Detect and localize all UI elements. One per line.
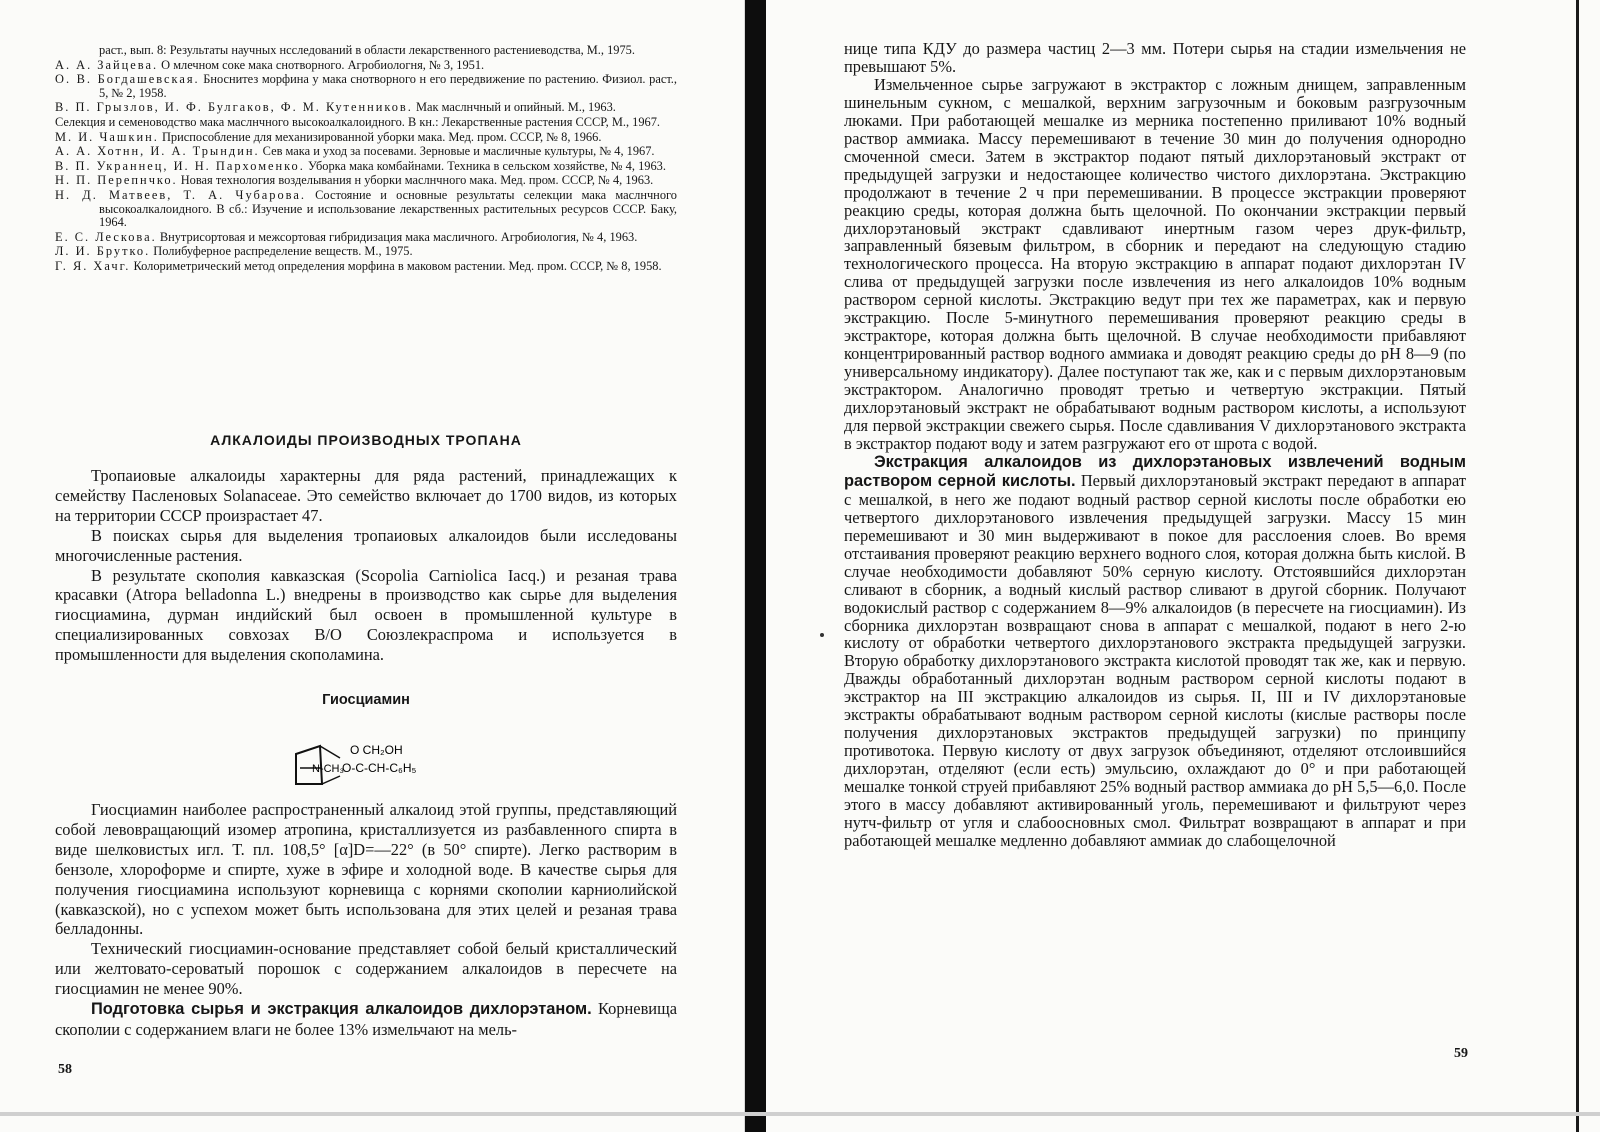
reference-item: Г. Я. Хачг. Колориметрический метод определения морфина в маковом растении. Мед. пром. СССР, № 8, 1958. [55,258,662,273]
reference-item: Н. П. Перепнчко. Новая технология возделывания н уборки маслнчного мака. Мед. пром. СССР, № 4, 1963. [55,173,654,188]
reference-item: Н. Д. Матвеев, Т. А. Чубарова. Состояние и основные результаты селекции мака маслнчного высокоалкалоидного. В сб.: Изучение и использование лекарственных растительных ресурсов СССР. Баку, 1964. [55,187,677,230]
reference-item: Селекция и семеноводство мака маслнчного высокоалкалоидного. В кн.: Лекарственные растения СССР, М., 1967. [55,114,661,129]
reference-item: раст., вып. 8: Результаты научных нсследований в области лекарственного растениеводства, М., 1975. [99,43,635,57]
subsection-title: Гиосциамин [322,692,410,708]
formula-top-label: O CH₂OH [350,743,403,757]
section-title: АЛКАЛОИДЫ ПРОИЗВОДНЫХ ТРОПАНА [210,432,522,448]
paragraph: Гиосциамин наиболее распространенный алкалоид этой группы, представляющий собой левовращающий изомер атропина, кристаллизуется из разбавленного спирта в виде шелковистых игл. Т. пл. 108,5° [α]D=—22° (в 50° спирте). Легко растворим в бензоле, хлороформе и спирте, хуже в эфире и холодной воде. В качестве сырья для получения гиосциамина используют корневища с корнями скополии карниолийской (кавказской), но с успехом может быть использована для этих целей и резаная трава белладонны. [55,800,677,939]
formula-bottom-label: O-C-CH-C₆H₅ [342,761,417,775]
scan-bottom-edge [0,1112,1600,1116]
reference-list [55,44,677,275]
paragraph: В результате скополия кавказская (Scopolia Carniolica Iacq.) и резаная трава красавки (Atropa belladonna L.) внедрены в производство как сырье для выделения гиосциамина, дурман индийский был освоен в промышленной культуре в специализированных совхозах В/О Союзлекраспрома и используется в промышленности для выделения скополамина. [55,565,677,665]
paragraph: Тропаиовые алкалоиды характерны для ряда растений, принадлежащих к семейству Пасленовых Solanaceae. Это семейство включает до 1700 видов, из которых на территории СССР произрастает 47. [55,466,677,525]
body-text [844,40,1466,850]
left-page [0,0,760,1132]
right-page [766,0,1600,1132]
page-edge [1576,0,1579,1132]
paragraph: В поисках сырья для выделения тропаиовых алкалоидов были исследованы многочисленные растения. [55,525,677,565]
book-spine [745,0,766,1132]
reference-item: А. А. Зайцева. О млечном соке мака снотворного. Агробиологня, № 3, 1951. [55,57,485,72]
run-in-heading: Экстракция алкалоидов из дихлорэтановых извлечений водным раствором серной кислоты. [844,452,1466,490]
page-number: 58 [58,1062,72,1077]
paragraph: Технический гиосциамин-основание представляет собой белый кристаллический или желтовато-сероватый порошок с содержанием алкалоидов в пересчете на гиосциамин не менее 90%. [55,939,677,999]
hyoscyamine-structure-diagram [292,736,452,792]
run-in-heading: Подготовка сырья и экстракция алкалоидов дихлорэтаном. [91,1000,592,1019]
reference-item: Е. С. Лескова. Внутрисортовая и межсортовая гибридизация мака масличного. Агробиология, № 4, 1963. [55,229,638,244]
paragraph: нице типа КДУ до размера частиц 2—3 мм. Потери сырья на стадии измельчения не превышают 5%. [844,39,1466,76]
reference-item: О. В. Богдашевская. Бноснитез морфина у мака снотворного н его передвижение по растению. Физиол. раст., 5, № 2, 1958. [55,72,678,100]
paragraph: Измельченное сырье загружают в экстрактор с ложным днищем, заправленным шинельным сукном, с мешалкой, верхним загрузочным и боковым разгрузочным люками. При работающей мешалке из мерника постепенно приливают 10% водный раствор аммиака. Массу перемешивают в течение 30 мин до получения однородно смоченной смеси. Затем в экстрактор подают пятый дихлорэтановый экстракт от предыдущей загрузки и недостающее количество чистого дихлорэтана. Экстракцию продолжают в течение 2 ч при перемешивании. В процессе экстракции проверяют реакцию среды, которая должна быть щелочной. По окончании экстракции первый дихлорэтановый экстракт сдавливают инертным газом через друк-фильтр, заправленный бязевым фильтром, в сборник и передают на следующую стадию технологического процесса. На вторую экстракцию в аппарат подают дихлорэтан IV слива от предыдущей загрузки после извлечения из него алкалоидов 10% водным раствором серной кислоты. Экстракцию ведут при тех же параметрах, как и первую экстракцию. После 5-минутного перемешивания проверяют реакцию среды в экстракторе, которая должна быть щелочной. В случае необходимости прибавляют концентрированный раствор водного аммиака и доводят реакцию среды до pH 8—9 (по универсальному индикатору). Далее поступают так же, как и с первым дихлорэтановым экстрактором. Аналогично проводят третью и четвертую экстракции. Пятый дихлорэтановый экстракт не обрабатывают водным раствором кислоты, а используют для первой экстракции свежего сырья. После сдавливания V дихлорэтанового экстракта в экстрактор подают воду и затем разгружают его от шрота с водой. [844,74,1466,453]
paragraph: Экстракция алкалоидов из дихлорэтановых извлечений водным раствором серной кислоты. Первый дихлорэтановый экстракт передают в аппарат с мешалкой, в него же подают водный раствор серной кислоты после обработки ею четвертого дихлорэтанового извлечения предыдущей загрузки. Массу 15 мин перемешивают и 30 мин выдерживают в покое для расслоения слоев. Во время отстаивания проверяют реакцию верхнего водного слоя, которая должна быть кислой. В случае необходимости добавляют 50% серную кислоту. Отстоявшийся дихлорэтан сливают в сборник, а водный кислый раствор сливают в другой сборник. Получают водокислый раствор с содержанием 8—9% алкалоидов (в пересчете на гиосциамин). Из сборника дихлорэтан возвращают снова в аппарат с мешалкой, подают в него 2-ю кислоту от обработки четвертого дихлорэтанового экстракта предыдущей загрузки. Вторую обработку дихлорэтанового экстракта кислотой проводят так же, как и первую. Дважды обработанный дихлорэтан водным раствором серной кислоты подают в экстрактор на III экстракцию алкалоидов из сырья. II, III и IV дихлорэтановые экстракты обрабатывают водным раствором серной кислоты (кислые растворы после получения дихлорэтановых экстрактов предыдущей загрузки) по принципу противотока. Первую кислоту от двух загрузок объединяют, отделяют отслоившийся дихлорэтан, отделяют (если есть) эмульсию, охлаждают до 0° и при работающей мешалке тонкой струей прибавляют 25% водный раствор аммиака до pH 5,5—6,0. После этого в массу добавляют активированный уголь, перемешивают и фильтруют через нутч-фильтр от угля и слабоосновных смол. Фильтрат возвращают в аппарат и при работающей мешалке медленно добавляют аммиак до слабощелочной [844,452,1466,850]
reference-item: В. П. Украннец, И. Н. Пархоменко. Уборка мака комбайнами. Техника в сельском хозяйстве, № 4, 1963. [55,158,666,173]
reference-item: М. И. Чашкин. Приспособление для механизированной уборки мака. Мед. пром. СССР, № 8, 1966. [55,129,602,144]
hyoscyamine-text [55,800,677,1040]
scan-speck [820,633,824,637]
formula-ring-label: N-CH₃ [312,763,344,775]
reference-item: В. П. Грызлов, И. Ф. Булгаков, Ф. М. Кутенников. Мак маслнчный и опийный. М., 1963. [55,100,616,115]
reference-item: А. А. Хотнн, И. А. Трындин. Сев мака и уход за посевами. Зерновые и масличные культуры, № 4, 1967. [55,144,655,159]
intro-text [55,466,677,665]
page-number: 59 [1454,1046,1468,1061]
reference-item: Л. И. Брутко. Полибуферное распределение веществ. М., 1975. [55,244,413,259]
paragraph: Подготовка сырья и экстракция алкалоидов дихлорэтаном. Корневища скополии с содержанием влаги не более 13% измельчают на мель- [55,999,677,1039]
